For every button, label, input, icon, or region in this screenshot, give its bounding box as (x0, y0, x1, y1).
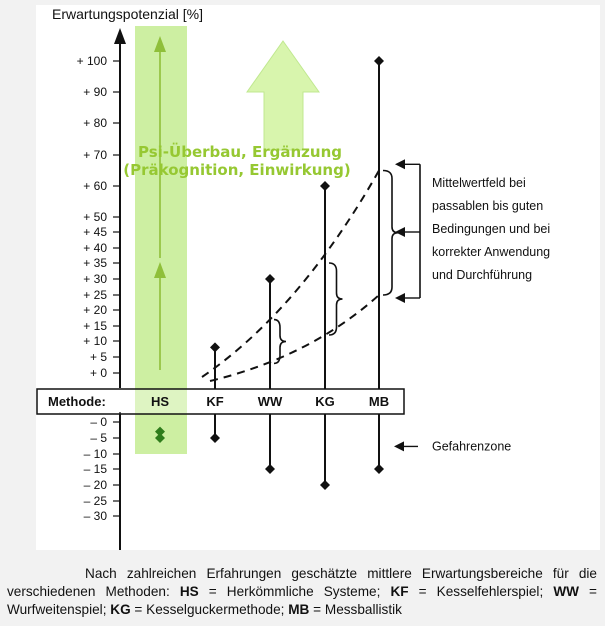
y-tick-label: + 15 (83, 319, 107, 333)
psi-label-line-1: Psi-Überbau, Ergänzung (138, 143, 342, 161)
caption-intro: Nach zahlreichen Erfahrungen geschätzte mittlere Erwartungsbereiche für die verschiedenen Methoden: (7, 566, 597, 599)
method-label-mb: MB (368, 394, 390, 409)
y-tick-label: + 60 (83, 179, 107, 193)
y-tick-label: + 70 (83, 148, 107, 162)
caption-abbr: WW (553, 584, 579, 599)
y-axis-label: Erwartungspotenzial [%] (52, 6, 203, 22)
caption-abbr: KG (110, 602, 131, 617)
y-tick-label: + 45 (83, 225, 107, 239)
y-tick-label: + 100 (76, 54, 107, 68)
y-tick-label: + 25 (83, 288, 107, 302)
method-label-kf: KF (206, 394, 224, 409)
y-tick-label: + 90 (83, 85, 107, 99)
y-tick-label: + 30 (83, 272, 107, 286)
caption-desc: = Messballistik (309, 602, 402, 617)
y-tick-label: – 30 (83, 509, 107, 523)
y-tick-label: + 10 (83, 334, 107, 348)
caption-desc: = Herkömmliche Systeme; (198, 584, 391, 599)
method-label-ww: WW (257, 394, 283, 409)
annotation-mittelwert-line: und Durchführung (432, 268, 533, 282)
annotation-gefahrenzone: Gefahrenzone (432, 439, 512, 454)
y-tick-label: – 5 (90, 431, 107, 445)
caption-abbr: MB (288, 602, 310, 617)
y-tick-label: + 40 (83, 241, 107, 255)
caption-desc: = Kesselguckermethode; (130, 602, 289, 617)
caption-desc: = Kesselfehlerspiel; (408, 584, 554, 599)
y-tick-label: + 20 (83, 303, 107, 317)
annotation-mittelwert-line: passablen bis guten (432, 199, 544, 213)
y-tick-label: + 50 (83, 210, 107, 224)
method-label-kg: KG (315, 394, 335, 409)
y-tick-label: – 20 (83, 478, 107, 492)
y-tick-label: – 25 (83, 494, 107, 508)
figure-caption (7, 565, 597, 619)
y-tick-label: – 0 (90, 415, 107, 429)
y-tick-label: + 80 (83, 116, 107, 130)
annotation-mittelwert-line: korrekter Anwendung (432, 245, 551, 259)
y-tick-label: – 10 (83, 447, 107, 461)
y-tick-label: + 5 (89, 350, 107, 364)
annotation-mittelwert-line: Bedingungen und bei (432, 222, 551, 236)
annotation-mittelwert-line: Mittelwertfeld bei (432, 176, 526, 190)
method-label-hs: HS (150, 394, 170, 409)
y-tick-label: + 0 (89, 366, 107, 380)
caption-desc: = Wurfweitenspiel; (7, 584, 597, 617)
y-tick-label: – 15 (83, 462, 107, 476)
caption-abbr: KF (390, 584, 409, 599)
method-row-label: Methode: (48, 394, 106, 409)
y-tick-label: + 35 (83, 256, 107, 270)
caption-abbr: HS (179, 584, 199, 599)
psi-label-line-2: (Präkognition, Einwirkung) (123, 161, 351, 179)
